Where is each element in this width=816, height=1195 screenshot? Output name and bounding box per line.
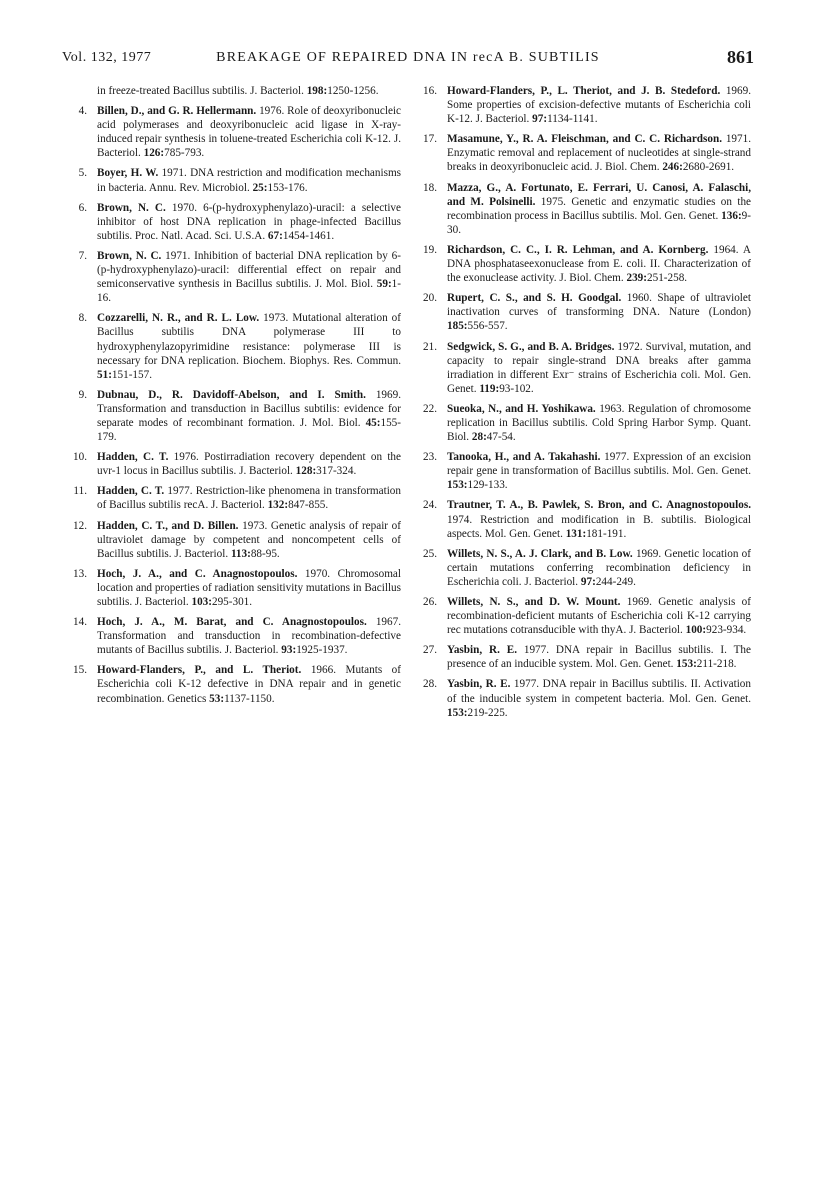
- page-number: 861: [727, 47, 754, 67]
- reference-volume: 103:: [191, 596, 212, 608]
- reference-number: 8.: [78, 312, 87, 325]
- reference-number: 21.: [423, 340, 437, 353]
- reference-entry: [415, 243, 751, 285]
- reference-number: 12.: [73, 519, 87, 532]
- reference-volume: 153:: [447, 706, 468, 719]
- reference-volume: 97:: [532, 113, 548, 126]
- reference-authors: Cozzarelli, N. R., and R. L. Low.: [97, 312, 260, 325]
- reference-text: 1975. Genetic and enzymatic studies on the recombination process in Bacillus subtilis. Mol. Gen. Genet.: [447, 195, 752, 222]
- left-column: [65, 84, 401, 712]
- reference-text: 1977. Restriction-like phenomena in transformation of Bacillus subtilis recA. J. Bacteriol.: [97, 485, 401, 512]
- reference-entry: [415, 498, 751, 540]
- reference-entry: [65, 615, 401, 657]
- reference-volume: 119:: [479, 382, 500, 395]
- reference-authors: Rupert, C. S., and S. H. Goodgal.: [447, 292, 622, 305]
- reference-number: 19.: [423, 243, 437, 256]
- continued-reference: in freeze-treated Bacillus subtilis. J. Bacteriol. 198:1250-1256.: [97, 85, 379, 97]
- reference-volume: 128:: [295, 465, 317, 478]
- reference-authors: Billen, D., and G. R. Hellermann.: [97, 105, 257, 118]
- reference-text: 1970. 6-(p-hydroxyphenylazo)-uracil: a selective inhibitor of host DNA replication in phage-infected Bacillus subtilis. Proc. Natl. Acad. Sci. U.S.A.: [97, 201, 401, 242]
- reference-entry: [65, 166, 401, 194]
- reference-text: 1977. DNA repair in Bacillus subtilis. I. The presence of an inducible system. Mol. Gen. Genet.: [447, 644, 751, 671]
- reference-number: 6.: [78, 201, 87, 214]
- reference-authors: Willets, N. S., A. J. Clark, and B. Low.: [447, 547, 633, 560]
- reference-entry: [65, 311, 401, 381]
- reference-authors: Hoch, J. A., M. Barat, and C. Anagnostopoulos.: [97, 616, 367, 629]
- reference-pages: 244-249.: [595, 575, 636, 588]
- reference-authors: Yasbin, R. E.: [447, 644, 517, 657]
- reference-entry: [65, 388, 401, 444]
- reference-number: 11.: [73, 485, 87, 498]
- reference-text: 1977. Expression of an excision repair gene in transformation of Bacillus subtilis. Mol. Gen. Genet.: [447, 451, 751, 478]
- reference-entry: [65, 567, 401, 609]
- reference-number: 9.: [78, 388, 87, 401]
- reference-number: 5.: [78, 167, 87, 180]
- reference-pages: 295-301.: [211, 596, 253, 608]
- reference-number: 20.: [423, 292, 437, 305]
- reference-pages: 9-30.: [447, 209, 751, 236]
- reference-pages: 923-934.: [706, 624, 747, 637]
- running-header: [62, 48, 754, 70]
- reference-pages: 151-157.: [111, 368, 153, 381]
- reference-authors: Howard-Flanders, P., and L. Theriot.: [97, 664, 302, 677]
- reference-entry: [415, 643, 751, 671]
- reference-pages: 317-324.: [316, 465, 357, 478]
- reference-text: 1966. Mutants of Escherichia coli K-12 defective in DNA repair and in genetic recombination. Genetics: [97, 664, 401, 705]
- reference-authors: Hadden, C. T., and D. Billen.: [97, 519, 239, 532]
- reference-text: 1967. Transformation and transduction in recombination-defective mutants of Bacillus subtilis. J. Bacteriol.: [97, 616, 402, 657]
- reference-entry: [415, 547, 751, 589]
- reference-authors: Howard-Flanders, P., L. Theriot, and J. B. Stedeford.: [447, 85, 721, 97]
- reference-authors: Masamune, Y., R. A. Fleischman, and C. C. Richardson.: [447, 133, 722, 146]
- reference-text: 1970. Chromosomal location and properties of radiation sensitivity mutations in Bacillus subtilis. J. Bacteriol.: [97, 567, 401, 608]
- reference-entry: [65, 249, 401, 305]
- reference-pages: 2680-2691.: [682, 161, 735, 174]
- journal-volume: Vol. 132, 1977: [62, 50, 152, 65]
- reference-pages: 847-855.: [288, 499, 329, 512]
- reference-volume: 185:: [447, 320, 468, 333]
- reference-volume: 239:: [626, 272, 647, 285]
- reference-number: 27.: [423, 644, 437, 657]
- reference-number: 22.: [423, 402, 437, 415]
- reference-entry: [415, 595, 751, 637]
- reference-volume: 113:: [230, 547, 251, 560]
- reference-authors: Hadden, C. T.: [97, 451, 169, 464]
- reference-number: 13.: [73, 567, 87, 580]
- reference-entry: [415, 340, 751, 396]
- reference-entry: [415, 677, 751, 719]
- reference-volume: 59:: [376, 278, 392, 291]
- reference-entry: [65, 450, 401, 478]
- reference-text: 1964. A DNA phosphataseexonuclease from E. coli. II. Characterization of the exonuclease activity. J. Biol. Chem.: [447, 243, 751, 285]
- reference-volume: 45:: [365, 416, 381, 429]
- reference-text: 1971. Inhibition of bacterial DNA replication by 6-(p-hydroxyphenylazo)-uracil: differential effect on repair and semiconservative synthesis in Bacillus subtilis. J. Mol. Biol.: [97, 249, 402, 291]
- reference-entry: [65, 201, 401, 243]
- reference-text: 1971. DNA restriction and modification mechanisms in bacteria. Annu. Rev. Microbiol.: [97, 167, 401, 194]
- reference-authors: Tanooka, H., and A. Takahashi.: [447, 451, 601, 464]
- reference-authors: Sueoka, N., and H. Yoshikawa.: [447, 402, 596, 415]
- article-running-title: BREAKAGE OF REPAIRED DNA IN recA B. SUBTILIS: [216, 50, 600, 65]
- reference-number: 25.: [423, 547, 437, 560]
- reference-volume: 25:: [252, 181, 268, 194]
- reference-number: 14.: [73, 616, 87, 629]
- reference-entry: [415, 181, 751, 237]
- reference-volume: 153:: [447, 479, 468, 492]
- reference-pages: 1454-1461.: [282, 229, 335, 242]
- reference-volume: 93:: [281, 644, 297, 657]
- reference-number: 18.: [423, 181, 437, 194]
- reference-text: 1969. Transformation and transduction in Bacillus subtilis: evidence for separate modes of recombinant formation. J. Mol. Biol.: [97, 388, 402, 429]
- reference-authors: Sedgwick, S. G., and B. A. Bridges.: [447, 340, 615, 353]
- reference-entry: [65, 663, 401, 705]
- reference-entry: [65, 104, 401, 160]
- reference-pages: 47-54.: [486, 431, 516, 444]
- reference-text: 1969. Genetic location of certain mutations conferring recombination deficiency in Escherichia coli. J. Bacteriol.: [447, 547, 751, 588]
- reference-entry: [415, 450, 751, 492]
- reference-volume: 97:: [580, 575, 596, 588]
- reference-authors: Hadden, C. T.: [97, 485, 165, 498]
- reference-text: 1976. Postirradiation recovery dependent on the uvr-1 locus in Bacillus subtilis. J. Bacteriol.: [97, 451, 401, 478]
- reference-pages: 1134-1141.: [547, 113, 598, 126]
- right-column: [415, 84, 751, 726]
- reference-pages: 93-102.: [499, 382, 534, 395]
- reference-number: 4.: [78, 105, 87, 118]
- reference-entry: [415, 132, 751, 174]
- reference-entry: [65, 484, 401, 512]
- reference-text: 1973. Mutational alteration of Bacillus subtilis DNA polymerase III to hydroxyphenylazopyrimidine resistance: polymerase III is necessary for DNA replication. Biochem. Biophys. Res. Commun.: [97, 312, 401, 367]
- reference-authors: Yasbin, R. E.: [447, 678, 511, 691]
- reference-number: 23.: [423, 451, 437, 464]
- reference-authors: Richardson, C. C., I. R. Lehman, and A. Kornberg.: [447, 243, 709, 256]
- reference-entry: [415, 84, 751, 126]
- reference-volume: 131:: [565, 527, 587, 540]
- reference-entry: [415, 402, 751, 444]
- reference-volume: 153:: [676, 658, 697, 671]
- reference-pages: 155-179.: [97, 416, 401, 444]
- reference-authors: Brown, N. C.: [97, 249, 162, 262]
- reference-pages: 181-191.: [586, 527, 627, 540]
- reference-text: 1977. DNA repair in Bacillus subtilis. II. Activation of the inducible system in competent bacteria. Mol. Gen. Genet.: [447, 678, 751, 705]
- reference-text: 1963. Regulation of chromosome replication in Bacillus subtilis. Cold Spring Harbor Symp. Quant. Biol.: [447, 402, 751, 444]
- reference-authors: Willets, N. S., and D. W. Mount.: [447, 596, 621, 608]
- reference-number: 10.: [73, 451, 87, 464]
- reference-pages: 129-133.: [467, 479, 508, 492]
- reference-authors: Boyer, H. W.: [97, 167, 159, 180]
- reference-pages: 219-225.: [467, 706, 508, 719]
- reference-text: 1973. Genetic analysis of repair of ultraviolet damage by competent and noncompetent cells of Bacillus subtilis. J. Bacteriol.: [97, 519, 401, 560]
- reference-pages: 1-16.: [97, 278, 401, 305]
- reference-entry: [65, 519, 401, 561]
- reference-text: 1971. Enzymatic removal and replacement of nucleotides at single-strand breaks in deoxyribonucleic acid. J. Biol. Chem.: [447, 133, 751, 174]
- reference-pages: 153-176.: [267, 181, 308, 194]
- reference-authors: Brown, N. C.: [97, 201, 166, 214]
- reference-authors: Dubnau, D., R. Davidoff-Abelson, and I. Smith.: [97, 388, 366, 401]
- reference-authors: Hoch, J. A., and C. Anagnostopoulos.: [97, 567, 298, 580]
- reference-number: 24.: [423, 499, 437, 512]
- reference-text: 1969. Some properties of excision-defective mutants of Escherichia coli K-12. J. Bacteriol.: [447, 85, 751, 126]
- reference-number: 15.: [73, 664, 87, 677]
- reference-authors: Trautner, T. A., B. Pawlek, S. Bron, and C. Anagnostopoulos.: [447, 499, 751, 512]
- reference-pages: 1137-1150.: [224, 692, 275, 705]
- reference-text: 1976. Role of deoxyribonucleic acid polymerases and deoxyribonucleic acid ligase in X-ray-induced repair synthesis in toluene-treated Escherichia coli K-12. J. Bacteriol.: [97, 105, 401, 160]
- reference-volume: 136:: [721, 209, 742, 222]
- reference-volume: 53:: [209, 692, 225, 705]
- reference-volume: 246:: [662, 161, 683, 174]
- reference-text: 1969. Genetic analysis of recombination-deficient mutants of Escherichia coli K-12 carrying rec mutations cotransducible with thyA. J. Bacteriol.: [447, 596, 751, 637]
- reference-pages: 556-557.: [467, 320, 508, 333]
- reference-pages: 785-793.: [164, 147, 205, 160]
- reference-pages: 88-95.: [250, 547, 280, 560]
- reference-text: 1974. Restriction and modification in B. subtilis. Biological aspects. Mol. Gen. Genet.: [447, 513, 751, 540]
- reference-volume: 100:: [685, 624, 707, 637]
- reference-number: 28.: [423, 678, 437, 691]
- reference-number: 26.: [423, 596, 437, 608]
- reference-number: 16.: [423, 85, 437, 97]
- reference-pages: 251-258.: [647, 272, 688, 285]
- reference-number: 7.: [78, 249, 87, 262]
- reference-text: 1972. Survival, mutation, and capacity to repair single-strand DNA breaks after gamma irradiation in different Exr⁻ strains of Escherichia coli. Mol. Gen. Genet.: [447, 340, 751, 395]
- reference-pages: 1925-1937.: [296, 644, 348, 657]
- reference-authors: Mazza, G., A. Fortunato, E. Ferrari, U. Canosi, A. Falaschi, and M. Polsinelli.: [447, 181, 751, 208]
- reference-volume: 126:: [143, 147, 165, 160]
- reference-text: 1960. Shape of ultraviolet inactivation curves of transforming DNA. Nature (London): [447, 292, 751, 319]
- reference-volume: 132:: [267, 499, 289, 512]
- reference-volume: 67:: [267, 229, 283, 242]
- reference-volume: 51:: [97, 368, 112, 381]
- reference-pages: 211-218.: [696, 658, 737, 671]
- reference-number: 17.: [423, 133, 437, 146]
- reference-volume: 28:: [471, 431, 487, 444]
- reference-entry: [415, 291, 751, 333]
